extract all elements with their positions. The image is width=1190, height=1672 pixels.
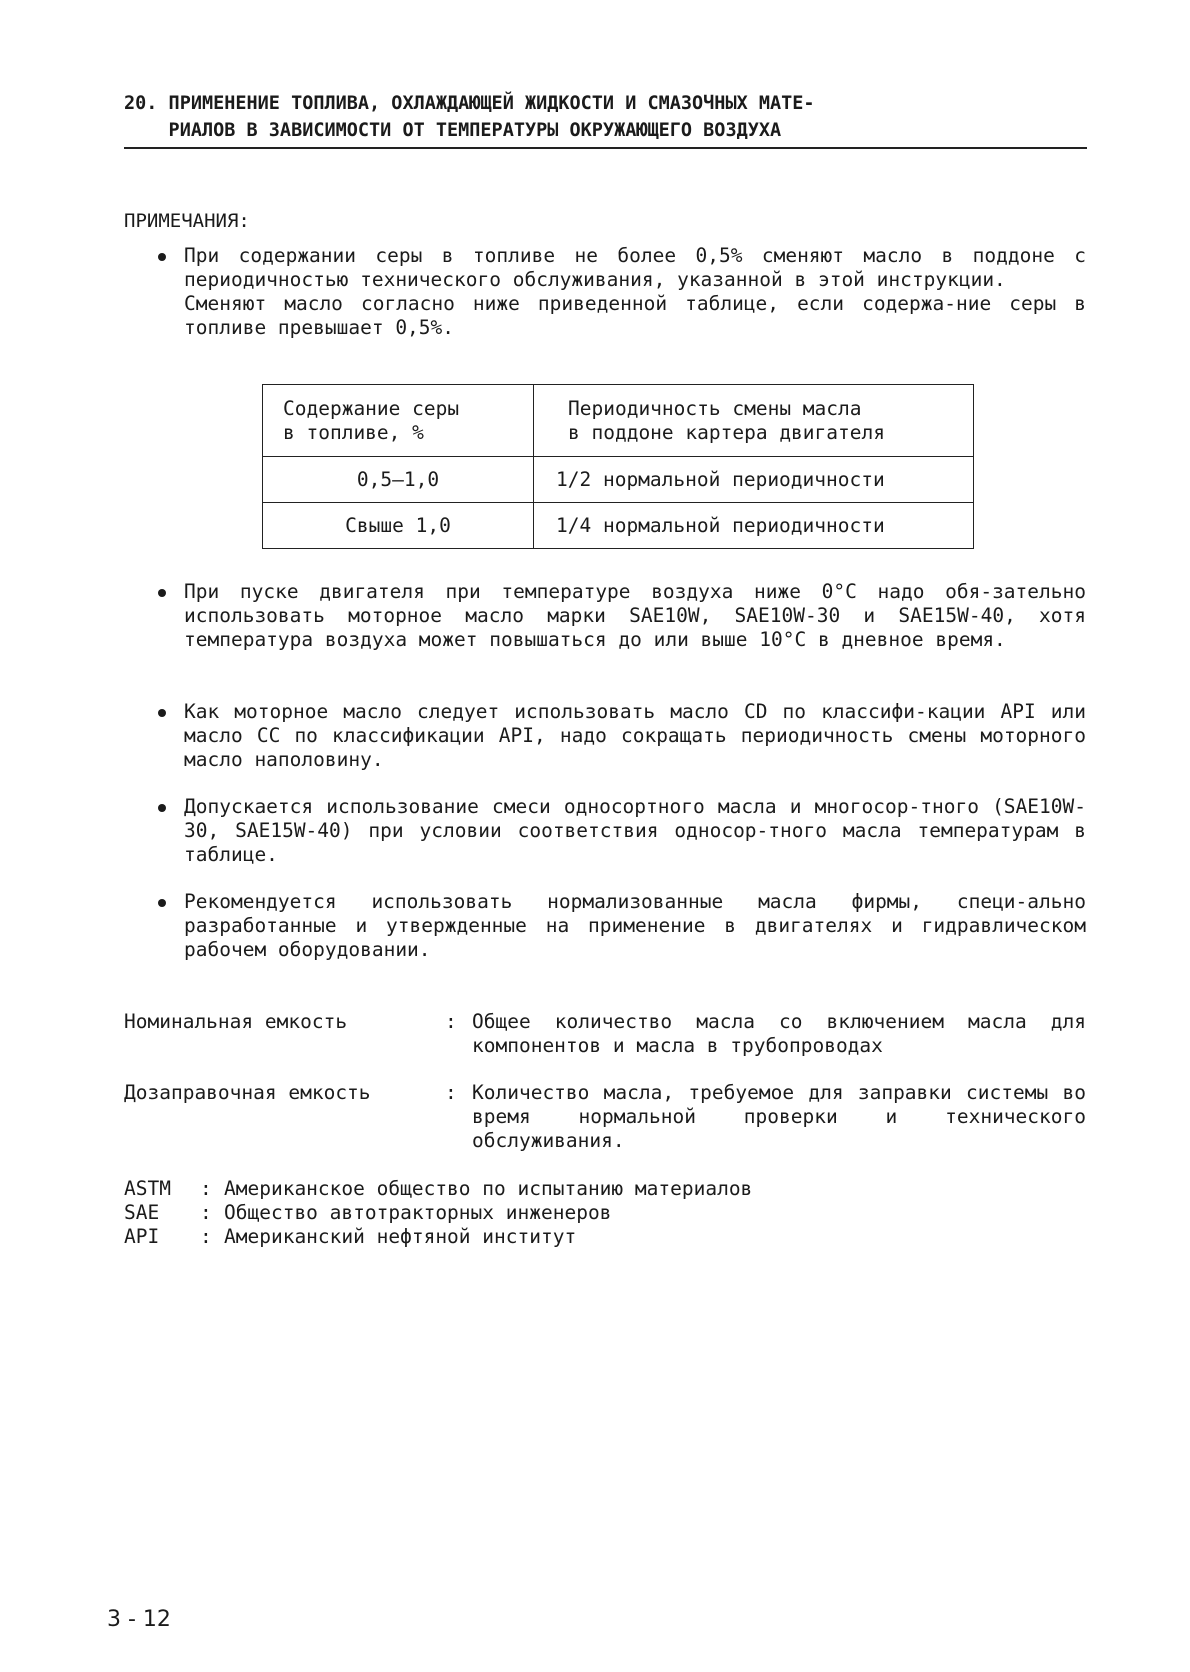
definition-term: Номинальная емкость	[124, 1010, 348, 1033]
abbreviation: API	[124, 1225, 160, 1248]
table-row	[263, 503, 974, 549]
header-sulfur-line-1: Содержание серы	[283, 396, 460, 420]
note-item	[184, 700, 1086, 772]
table-row	[263, 457, 974, 503]
table-header-cell	[534, 385, 974, 457]
abbreviation-text: Американское общество по испытанию материалов	[224, 1177, 753, 1200]
abbreviation-text: Общество автотракторных инженеров	[224, 1201, 612, 1224]
bullet-icon	[158, 804, 166, 812]
definition-text: Общее количество масла со включением масла для компонентов и масла в трубопроводах	[472, 1010, 1086, 1057]
note-text: При пуске двигателя при температуре воздуха ниже 0°С надо обя-зательно использовать моторное масло марки SAE10W, SAE10W-30 и SAE15W-40, хотя температура воздуха может повышаться до или выше 10°С в дневное время.	[184, 580, 1086, 651]
interval-cell: 1/2 нормальной периодичности	[534, 457, 974, 503]
bullet-icon	[158, 709, 166, 717]
interval-cell: 1/4 нормальной периодичности	[534, 503, 974, 549]
section-heading	[124, 90, 1084, 144]
note-item	[184, 890, 1086, 962]
definition-colon: :	[445, 1010, 457, 1033]
header-sulfur-line-2: в топливе, %	[283, 420, 424, 444]
definition-text: Количество масла, требуемое для заправки системы во время нормальной проверки и технического обслуживания.	[472, 1081, 1086, 1152]
sulfur-cell: 0,5—1,0	[263, 457, 534, 503]
bullet-icon	[158, 589, 166, 597]
bullet-icon	[158, 253, 166, 261]
sulfur-interval-table	[262, 384, 974, 549]
table-header-cell	[263, 385, 534, 457]
abbreviation-text: Американский нефтяной институт	[224, 1225, 577, 1248]
note-text: Как моторное масло следует использовать масло CD по классифи-кации API или масло СС по классификации API, надо сокращать периодичность смены моторного масло наполовину.	[184, 700, 1086, 771]
sulfur-cell: Свыше 1,0	[263, 503, 534, 549]
heading-line-1: 20. ПРИМЕНЕНИЕ ТОПЛИВА, ОХЛАЖДАЮЩЕЙ ЖИДКОСТИ И СМАЗОЧНЫХ МАТЕ-	[124, 93, 815, 114]
heading-underline	[124, 147, 1087, 149]
abbreviation: SAE	[124, 1201, 160, 1224]
bullet-icon	[158, 899, 166, 907]
definition-term: Дозаправочная емкость	[124, 1081, 371, 1104]
note-text: Допускается использование смеси односортного масла и многосор-тного (SAE10W-30, SAE15W-40) при условии соответствия односор-тного масла температурам в таблице.	[184, 795, 1086, 866]
definition-colon: :	[445, 1081, 457, 1104]
note-item	[184, 244, 1086, 340]
note-text: Рекомендуется использовать нормализованные масла фирмы, специ-ально разработанные и утвержденные на применение в двигателях и гидравлическом рабочем оборудовании.	[184, 890, 1086, 961]
abbreviation-colon: :	[200, 1225, 212, 1248]
abbreviation-colon: :	[200, 1201, 212, 1224]
page-number: 3 - 12	[107, 1607, 171, 1632]
note-text-continued: Сменяют масло согласно ниже приведенной таблице, если содержа-ние серы в топливе превышает 0,5%.	[184, 292, 1086, 339]
note-item	[184, 795, 1086, 867]
table-header-row	[263, 385, 974, 457]
abbreviation: ASTM	[124, 1177, 171, 1200]
header-interval-line-2: в поддоне картера двигателя	[568, 420, 885, 444]
header-interval-line-1: Периодичность смены масла	[568, 396, 862, 420]
note-text: При содержании серы в топливе не более 0,5% сменяют масло в поддоне с периодичностью технического обслуживания, указанной в этой инструкции.	[184, 244, 1086, 291]
notes-label: ПРИМЕЧАНИЯ:	[124, 210, 250, 232]
heading-line-2: РИАЛОВ В ЗАВИСИМОСТИ ОТ ТЕМПЕРАТУРЫ ОКРУЖАЮЩЕГО ВОЗДУХА	[124, 120, 782, 141]
abbreviation-colon: :	[200, 1177, 212, 1200]
note-item	[184, 580, 1086, 652]
